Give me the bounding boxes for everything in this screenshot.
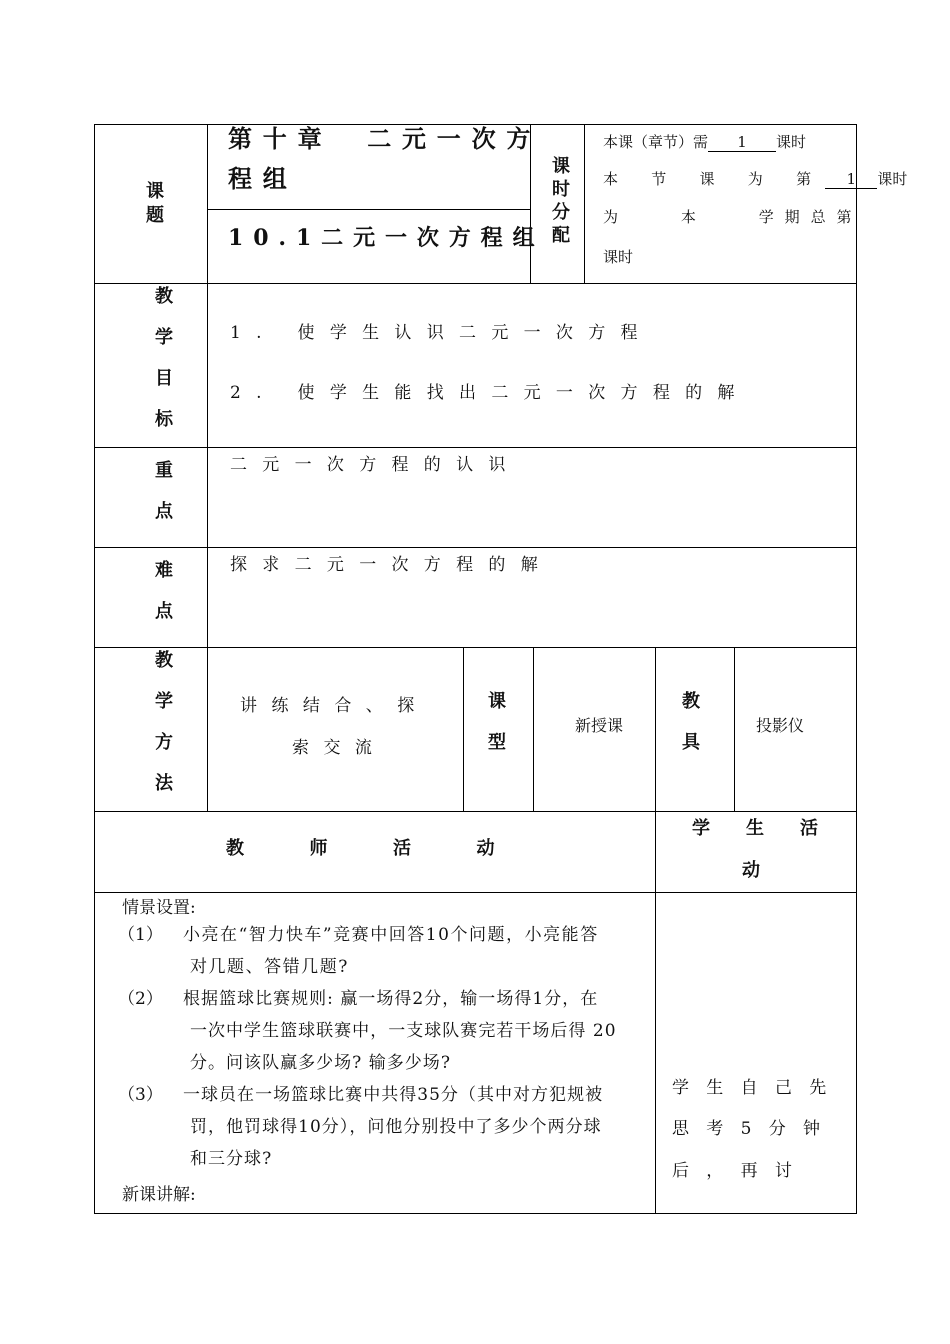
- row-divider: [94, 447, 857, 448]
- col-divider: [207, 124, 208, 811]
- scenario-number: （2）: [118, 989, 163, 1009]
- col-divider: [533, 647, 534, 811]
- hours-line3: 为 本 学期总第: [603, 208, 863, 226]
- hours-line2: 本 节 课 为 第 1 课时: [603, 170, 908, 188]
- tools-label: 教具: [682, 691, 700, 753]
- chapter-title-line1: 第十章 二元一次方: [228, 124, 542, 153]
- new-lesson-heading: 新课讲解:: [122, 1185, 196, 1205]
- scenario-line: 对几题、答错几题?: [190, 957, 349, 977]
- student-activity-label-line1: 学 生 活: [692, 818, 818, 839]
- row-divider: [94, 892, 857, 893]
- objectives-label: 教学目标: [155, 286, 173, 430]
- row-divider: [94, 547, 857, 548]
- row-divider: [94, 283, 857, 284]
- method-label: 教学方法: [155, 650, 173, 794]
- row-divider: [94, 647, 857, 648]
- col-divider: [463, 647, 464, 811]
- student-activity-line: 学 生 自 己 先: [672, 1078, 833, 1098]
- scenario-line: 根据篮球比赛规则: 赢一场得2分，输一场得1分，在: [183, 989, 599, 1009]
- lesson-type-label: 课型: [488, 691, 506, 753]
- scenario-line: 和三分球?: [190, 1149, 273, 1169]
- hours-label: 课时分配: [552, 156, 570, 246]
- lesson-type-value: 新授课: [575, 716, 624, 735]
- row-divider: [207, 209, 530, 210]
- chapter-title-line2: 程组: [228, 164, 298, 193]
- col-divider: [734, 647, 735, 811]
- student-activity-label-line2: 动: [742, 860, 760, 881]
- scenario-line: 小亮在“智力快车”竞赛中回答10个问题，小亮能答: [183, 925, 599, 945]
- objective-item: 2. 使学生能找出二元一次方程的解: [230, 383, 750, 403]
- scenario-line: 分。问该队赢多少场? 输多少场?: [190, 1053, 451, 1073]
- objective-item: 1. 使学生认识二元一次方程: [230, 323, 653, 343]
- scenario-line: 一次中学生篮球联赛中，一支球队赛完若干场后得 20: [190, 1021, 617, 1041]
- scenario-line: 罚，他罚球得10分），问他分别投中了多少个两分球: [190, 1117, 602, 1137]
- student-activity-line: 思 考 5 分 钟: [672, 1119, 826, 1139]
- method-value-line1: 讲练结合、探: [240, 696, 429, 716]
- hours-line4: 课时: [603, 248, 634, 266]
- teacher-activity-label: 教 师 活 动: [226, 838, 498, 859]
- row-divider: [94, 811, 857, 812]
- difficulties-text: 探求二元一次方程的解: [230, 555, 553, 575]
- key-points-label: 重点: [155, 460, 173, 522]
- topic-label: 课题: [146, 181, 164, 226]
- scenario-title: 情景设置:: [122, 898, 196, 918]
- key-points-text: 二元一次方程的认识: [230, 455, 521, 475]
- difficulties-label: 难点: [155, 560, 173, 622]
- hours-line1: 本课（章节）需 1 课时: [603, 133, 807, 151]
- col-divider: [584, 124, 585, 283]
- section-title: 10.1二元一次方程组: [228, 225, 545, 251]
- col-divider: [655, 647, 656, 1213]
- method-value-line2: 索交流: [292, 738, 387, 758]
- scenario-line: 一球员在一场篮球比赛中共得35分（其中对方犯规被: [183, 1085, 604, 1105]
- scenario-number: （3）: [118, 1085, 163, 1105]
- tools-value: 投影仪: [756, 716, 805, 735]
- scenario-number: （1）: [118, 925, 163, 945]
- student-activity-line: 后 ， 再 讨: [672, 1161, 798, 1181]
